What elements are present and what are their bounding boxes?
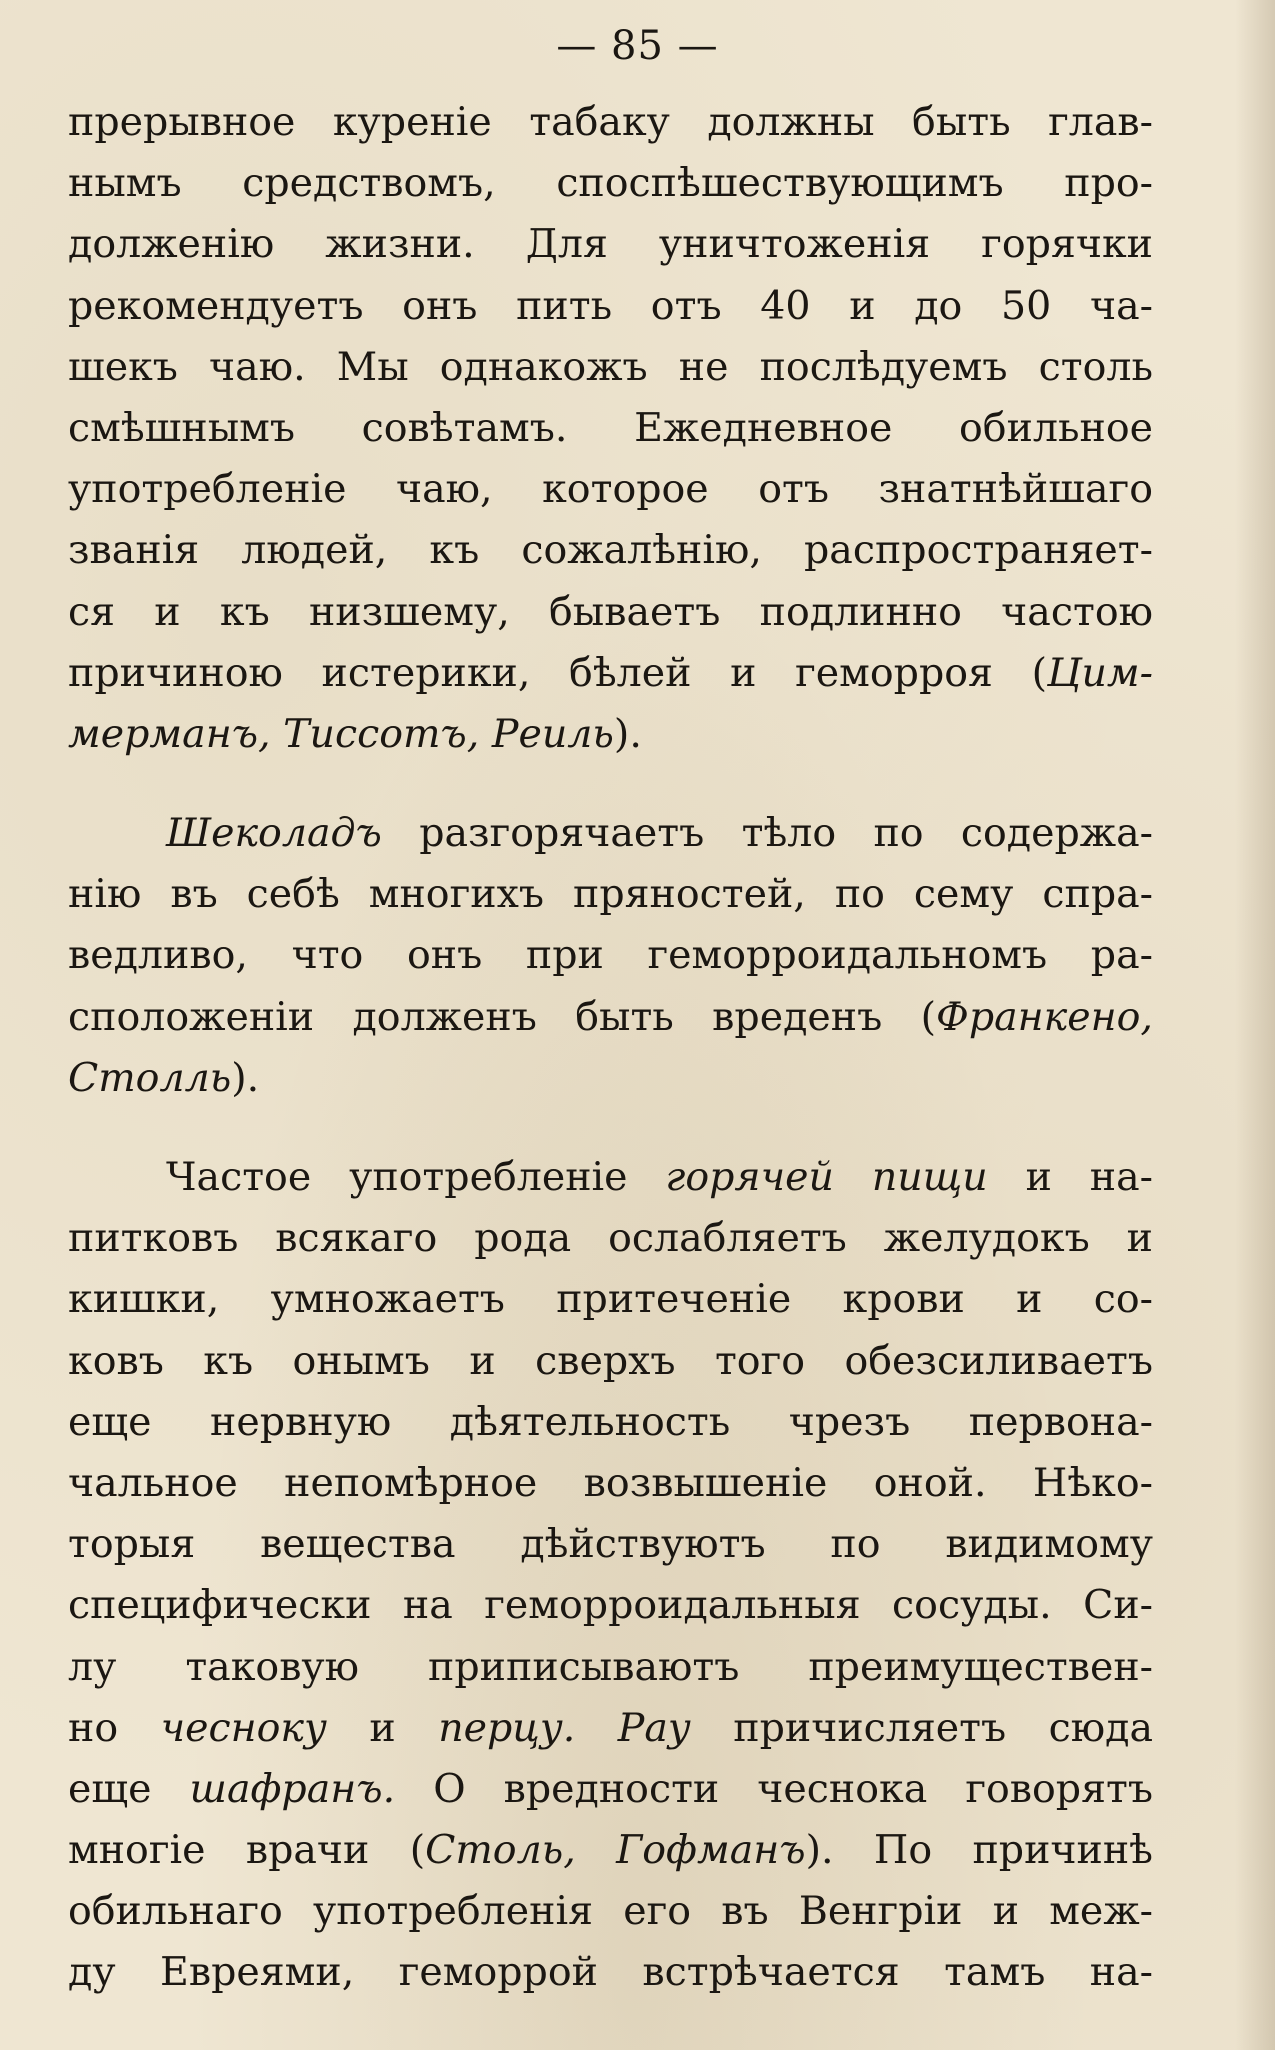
- text-line: [68, 1820, 1153, 1881]
- text-line: ду Евреями, геморрой встрѣчается тамъ на-: [68, 1949, 1153, 1996]
- text-run: Частое употребленіе: [166, 1154, 666, 1200]
- text-line: [68, 987, 1153, 1048]
- text-line: долженію жизни. Для уничтоженія горячки: [68, 221, 1153, 268]
- text-line: чальное непомѣрное возвышеніе оной. Нѣко-: [68, 1459, 1153, 1506]
- body-text: [68, 92, 1153, 2004]
- paragraph-hot-food: [68, 1147, 1153, 2004]
- text-line: [68, 643, 1153, 704]
- paragraph-tea: [68, 92, 1153, 765]
- text-run: сположеніи долженъ быть вреденъ (: [68, 993, 937, 1040]
- text-run: еще: [68, 1765, 190, 1812]
- text-line: лу таковую приписываютъ преимуществен-: [68, 1643, 1153, 1690]
- text-line: рекомендуетъ онъ пить отъ 40 и до 50 ча-: [68, 282, 1153, 329]
- text-line: ведливо, что онъ при геморроидальномъ ра-: [68, 932, 1153, 979]
- text-line: званія людей, къ сожалѣнію, распространяет-: [68, 527, 1153, 574]
- text-line: смѣшнымъ совѣтамъ. Ежедневное обильное: [68, 404, 1153, 451]
- text-line: употребленіе чаю, которое отъ знатнѣйшаго: [68, 466, 1153, 513]
- text-line: нію въ себѣ многихъ пряностей, по сему спра-: [68, 871, 1153, 918]
- text-run: и на-: [987, 1154, 1153, 1200]
- text-run: ).: [613, 710, 642, 757]
- text-line: ся и къ низшему, бываетъ подлинно частою: [68, 588, 1153, 635]
- text-run: и: [326, 1704, 439, 1751]
- text-line: [68, 803, 1153, 864]
- italic-citation: Столь, Гофманъ: [425, 1827, 806, 1874]
- text-run: причисляетъ сюда: [690, 1704, 1153, 1751]
- italic-citation: мерманъ, Тиссотъ, Реиль: [68, 710, 614, 757]
- text-line: шекъ чаю. Мы однакожъ не послѣдуемъ столь: [68, 343, 1153, 390]
- page-number: — 85 —: [556, 23, 719, 69]
- text-run: разгорячаетъ тѣло по содержа-: [381, 810, 1153, 857]
- page-edge-shadow: [1235, 0, 1275, 2050]
- text-run: многіе врачи (: [68, 1827, 426, 1874]
- text-line: торыя вещества дѣйствуютъ по видимому: [68, 1521, 1153, 1568]
- text-run: но: [68, 1704, 161, 1751]
- text-line: [68, 1759, 1153, 1820]
- italic-citation: Столль: [68, 1054, 232, 1101]
- text-line: прерывное куреніе табаку должны быть глав-: [68, 99, 1153, 145]
- text-line: [68, 1147, 1153, 1208]
- text-run: ). По причинѣ: [805, 1827, 1153, 1874]
- text-line: [68, 704, 1153, 765]
- text-line: еще нервную дѣятельность чрезъ первона-: [68, 1398, 1153, 1445]
- text-run: причиною истерики, бѣлей и геморроя (: [68, 649, 1048, 696]
- text-line: специфически на геморроидальныя сосуды. Си-: [68, 1582, 1153, 1629]
- italic-term: шафранъ.: [189, 1765, 396, 1812]
- text-line: [68, 1698, 1153, 1759]
- text-run: О вредности чеснока говорятъ: [395, 1765, 1153, 1812]
- text-line: кишки, умножаетъ притеченіе крови и со-: [68, 1276, 1153, 1323]
- text-line: нымъ средствомъ, споспѣшествующимъ про-: [68, 160, 1153, 207]
- italic-term: Шеколадъ: [166, 810, 382, 857]
- text-line: [68, 1048, 1153, 1109]
- italic-term: чесноку: [160, 1704, 327, 1751]
- italic-term: перцу. Рау: [438, 1704, 691, 1751]
- text-line: обильнаго употребленія его въ Венгріи и меж-: [68, 1888, 1153, 1935]
- text-line: ковъ къ онымъ и сверхъ того обезсиливаетъ: [68, 1337, 1153, 1384]
- text-line: питковъ всякаго рода ослабляетъ желудокъ и: [68, 1215, 1153, 1262]
- italic-term: горячей пищи: [665, 1154, 988, 1200]
- italic-citation: Франкено,: [936, 993, 1153, 1040]
- paragraph-chocolate: [68, 803, 1153, 1109]
- italic-citation: Цим-: [1047, 649, 1153, 696]
- text-run: ).: [231, 1054, 260, 1101]
